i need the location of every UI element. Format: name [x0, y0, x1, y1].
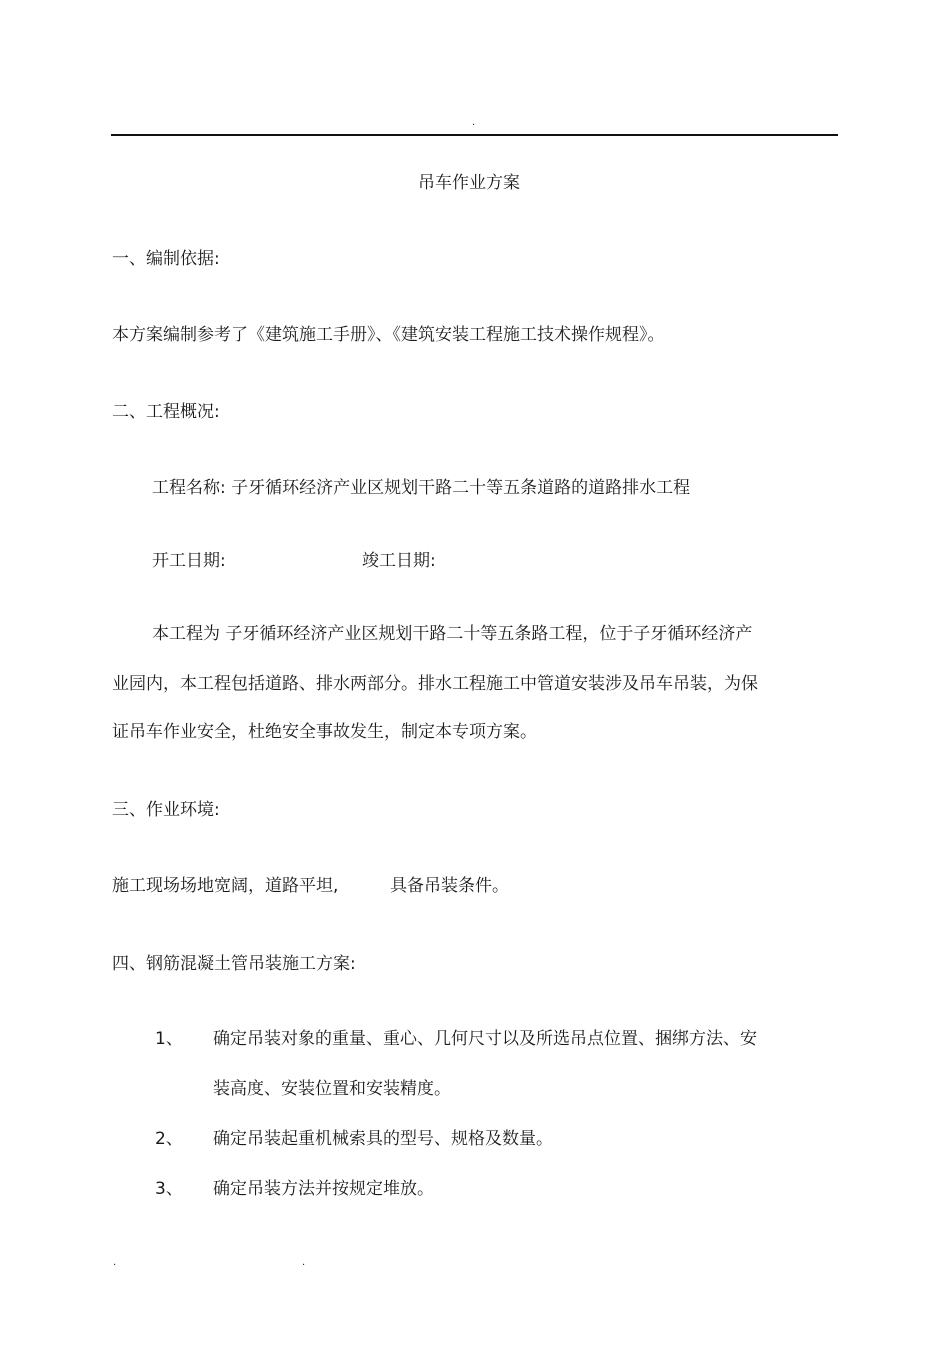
- document-title: 吊车作业方案: [418, 173, 520, 193]
- list-item-1-number: 1、: [155, 1029, 183, 1049]
- section4-heading: 四、钢筋混凝土管吊装施工方案:: [112, 954, 356, 974]
- section1-body: 本方案编制参考了《建筑施工手册》、《建筑安装工程施工技术操作规程》。: [112, 325, 665, 345]
- list-item-3-number: 3、: [155, 1179, 183, 1199]
- overview-line-3: 证吊车作业安全，杜绝安全事故发生，制定本专项方案。: [112, 722, 537, 742]
- section1-heading: 一、编制依据:: [112, 249, 220, 269]
- section3-body-part2: 具备吊装条件。: [390, 876, 509, 896]
- project-name: 工程名称: 子牙循环经济产业区规划干路二十等五条道路的道路排水工程: [152, 478, 691, 498]
- overview-line-1: 本工程为 子牙循环经济产业区规划干路二十等五条路工程，位于子牙循环经济产: [152, 624, 753, 644]
- header-mark: .: [472, 117, 476, 128]
- section2-heading: 二、工程概况:: [112, 402, 220, 422]
- overview-line-2: 业园内，本工程包括道路、排水两部分。排水工程施工中管道安装涉及吊车吊装，为保: [112, 674, 758, 694]
- list-item-1-line-2: 装高度、安装位置和安装精度。: [213, 1079, 451, 1099]
- list-item-2-line-1: 确定吊装起重机械索具的型号、规格及数量。: [213, 1129, 553, 1149]
- footer-left-mark: .: [113, 1257, 117, 1268]
- end-date-label: 竣工日期:: [362, 551, 436, 571]
- list-item-3-line-1: 确定吊装方法并按规定堆放。: [213, 1179, 434, 1199]
- list-item-2-number: 2、: [155, 1129, 183, 1149]
- section3-heading: 三、作业环境:: [112, 800, 220, 820]
- start-date-label: 开工日期:: [152, 551, 226, 571]
- header-rule: [111, 134, 838, 136]
- list-item-1-line-1: 确定吊装对象的重量、重心、几何尺寸以及所选吊点位置、捆绑方法、安: [213, 1029, 757, 1049]
- footer-right-mark: .: [302, 1257, 306, 1268]
- section3-body-part1: 施工现场场地宽阔，道路平坦,: [112, 876, 339, 896]
